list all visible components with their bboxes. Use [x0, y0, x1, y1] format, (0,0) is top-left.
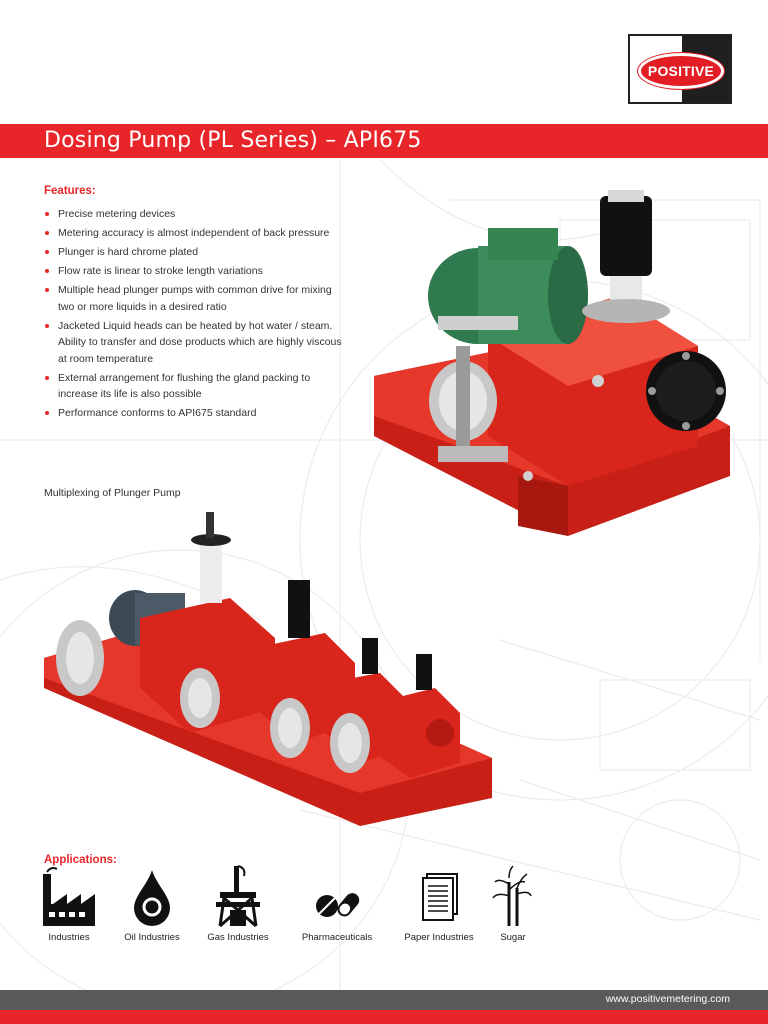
features-heading: Features:	[44, 185, 96, 197]
feature-item: Performance conforms to API675 standard	[44, 405, 344, 422]
factory-icon	[41, 864, 97, 928]
oil-drop-icon	[124, 864, 180, 928]
application-label: Industries	[48, 932, 90, 943]
feature-item: Multiple head plunger pumps with common drive for mixing two or more liquids in a desired ratio	[44, 282, 344, 315]
application-label: Sugar	[500, 932, 526, 943]
logo-text: POSITIVE	[647, 63, 715, 79]
feature-item: Flow rate is linear to stroke length variations	[44, 263, 344, 280]
application-label: Oil Industries	[124, 932, 180, 943]
title-bar	[0, 124, 768, 158]
feature-item: External arrangement for flushing the gland packing to increase its life is also possible	[44, 370, 344, 403]
feature-item: Precise metering devices	[44, 206, 344, 223]
dosing-pump-photo	[368, 186, 738, 546]
website-link[interactable]: www.positivemetering.com	[605, 993, 730, 1005]
application-oil-industries	[102, 864, 202, 943]
application-pharmaceuticals	[287, 864, 387, 943]
feature-item: Jacketed Liquid heads can be heated by hot water / steam. Ability to transfer and dose products which are highly viscous at room temperature	[44, 318, 344, 368]
application-sugar	[463, 864, 563, 943]
multiplex-caption: Multiplexing of Plunger Pump	[44, 487, 181, 499]
paper-icon	[411, 864, 467, 928]
feature-item: Plunger is hard chrome plated	[44, 244, 344, 261]
applications-heading: Applications:	[44, 854, 117, 866]
positive-logo	[628, 34, 732, 104]
multiplex-pump-photo	[40, 508, 500, 826]
sugarcane-icon	[485, 864, 541, 928]
application-label: Paper Industries	[404, 932, 474, 943]
footer-stripe	[0, 1010, 768, 1024]
application-label: Gas Industries	[207, 932, 269, 943]
features-list	[44, 206, 344, 424]
pills-icon	[309, 864, 365, 928]
page-title: Dosing Pump (PL Series) – API675	[44, 128, 422, 153]
feature-item: Metering accuracy is almost independent of back pressure	[44, 225, 344, 242]
footer-bar	[0, 990, 768, 1010]
application-gas-industries	[188, 864, 288, 943]
application-label: Pharmaceuticals	[301, 932, 373, 943]
gas-rig-icon	[210, 864, 266, 928]
